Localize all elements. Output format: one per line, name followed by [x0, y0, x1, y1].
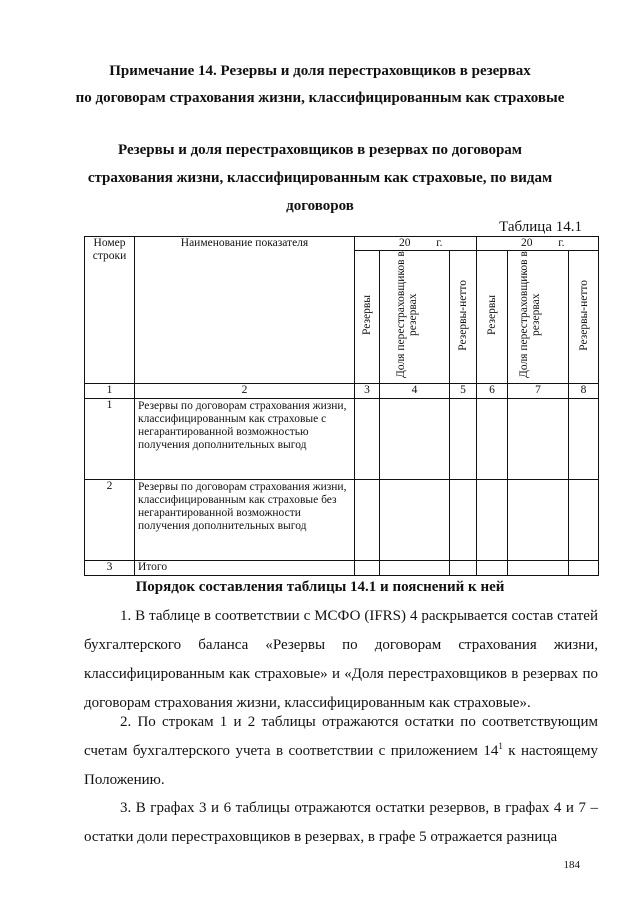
cell	[450, 399, 477, 480]
header-indicator: Наименование показателя	[135, 237, 355, 384]
column-number-row	[85, 384, 599, 399]
header-net-reserves-1: Резервы-нетто	[450, 251, 477, 384]
row-number: 3	[85, 561, 135, 576]
column-number: 6	[477, 384, 508, 399]
note-title	[0, 58, 640, 112]
row-number: 2	[85, 480, 135, 561]
cell	[355, 480, 380, 561]
table-title	[0, 136, 640, 220]
header-row-years	[85, 237, 599, 251]
header-year-2	[477, 237, 599, 251]
cell	[508, 399, 569, 480]
table-row	[85, 480, 599, 561]
header-year-1	[355, 237, 477, 251]
paragraph-1: 1. В таблице в соответствии с МСФО (IFRS) 4 раскрывается состав статей бухгалтерского баланса «Резервы по договорам страхования жизни, классифицированным как страховые» и «Доля перестраховщиков в резервах по договорам страхования жизни, классифицированным как страховые».	[84, 608, 598, 711]
cell	[380, 480, 450, 561]
table-number: Таблица 14.1	[499, 219, 582, 235]
column-number: 8	[569, 384, 599, 399]
header-reinsurer-share-2: Доля перестраховщиков в резервах	[508, 251, 569, 384]
procedure-title: Порядок составления таблицы 14.1 и пояснений к ней	[135, 579, 505, 595]
paragraph-3: 3. В графах 3 и 6 таблицы отражаются остатки резервов, в графах 4 и 7 – остатки доли перестраховщиков в резервах, в графе 5 отражается разница	[84, 800, 598, 845]
cell	[380, 399, 450, 480]
header-reinsurer-share-1: Доля перестраховщиков в резервах	[380, 251, 450, 384]
table-title-line1: Резервы и доля перестраховщиков в резервах по договорам	[117, 142, 523, 158]
table-title-line2: страхования жизни, классифицированным как страховые, по видам	[87, 170, 553, 186]
cell	[355, 399, 380, 480]
year-2-prefix: 20	[521, 237, 533, 249]
column-number: 7	[508, 384, 569, 399]
cell	[569, 399, 599, 480]
footnote-superscript: 1	[498, 741, 503, 751]
paragraph-2: 2. По строкам 1 и 2 таблицы отражаются остатки по соответствующим счетам бухгалтерского учета в соответствии с приложением $14^1$ к настоящему Положению.	[84, 714, 598, 788]
note-title-line2: по договорам страхования жизни, классифицированным как страховые	[75, 90, 565, 106]
reserves-table	[84, 236, 599, 576]
table-title-line3: договоров	[286, 198, 354, 214]
column-number: 2	[135, 384, 355, 399]
row-label: Резервы по договорам страхования жизни, классифицированным как страховые с негарантированной возможностью получения дополнительных выгод	[135, 399, 355, 480]
cell	[450, 480, 477, 561]
note-title-line1: Примечание 14. Резервы и доля перестраховщиков в резервах	[109, 63, 531, 79]
header-row-number: Номер строки	[85, 237, 135, 384]
row-label: Итого	[135, 561, 355, 576]
column-number: 3	[355, 384, 380, 399]
row-number: 1	[85, 399, 135, 480]
header-reserves-1: Резервы	[355, 251, 380, 384]
cell	[508, 480, 569, 561]
cell	[477, 480, 508, 561]
header-net-reserves-2: Резервы-нетто	[569, 251, 599, 384]
cell	[477, 399, 508, 480]
year-1-prefix: 20	[399, 237, 411, 249]
row-label: Резервы по договорам страхования жизни, классифицированным как страховые без негарантированной возможности получения дополнительных выгод	[135, 480, 355, 561]
header-reserves-2: Резервы	[477, 251, 508, 384]
year-1-suffix: г.	[436, 237, 443, 249]
column-number: 4	[380, 384, 450, 399]
column-number: 5	[450, 384, 477, 399]
page-number: 184	[563, 859, 580, 871]
table-row	[85, 399, 599, 480]
year-2-suffix: г.	[558, 237, 565, 249]
column-number: 1	[85, 384, 135, 399]
cell	[569, 480, 599, 561]
